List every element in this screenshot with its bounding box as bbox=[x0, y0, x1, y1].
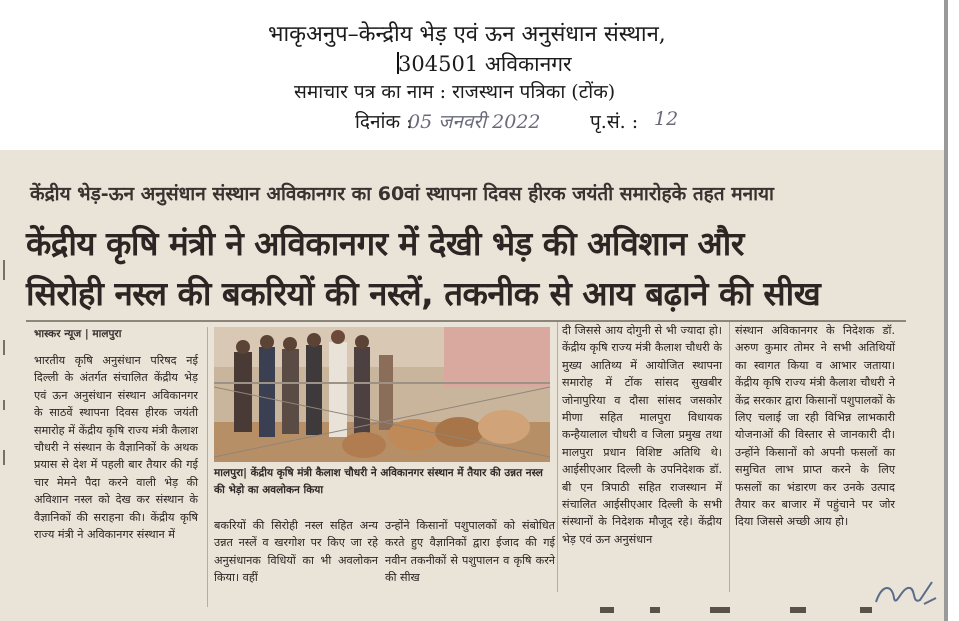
scrollbar-edge bbox=[944, 0, 948, 621]
institute-name: भाकृअनुप–केन्द्रीय भेड़ एवं ऊन अनुसंधान संस्थान, bbox=[268, 22, 666, 47]
clipping-header bbox=[0, 0, 959, 150]
article-kicker: केंद्रीय भेड़-ऊन अनुसंधान संस्थान अविकानगर का 60वां स्थापना दिवस हीरक जयंती समारोहके तहत मनाया bbox=[30, 183, 774, 205]
handwritten-signature bbox=[872, 574, 942, 614]
photo-illustration bbox=[214, 327, 550, 462]
photo-caption: मालपुरा| केंद्रीय कृषि मंत्री कैलाश चौधरी ने अविकानगर संस्थान में तैयार की उन्नत नस्ल की भेड़ो का अवलोकन किया bbox=[214, 467, 543, 496]
article-column-1: भारतीय कृषि अनुसंधान परिषद नई दिल्ली के अंतर्गत संचालित केंद्रीय भेड़ एवं ऊन अनुसंधान संस्थान अविकानगर के साठवें स्थापना दिवस हीरक जयंती समारोह में केंद्रीय कृषि राज्य मंत्री कैलाश चौधरी ने संस्थान के वैज्ञानिकों के अथक प्रयास से देश में पहली बार तैयार की गई चार मेमने पैदा करने वाली भेड़ की अविशान नस्ल को देख कर संस्थान के वैज्ञानिकों की सराहना की। केंद्रीय कृषि राज्य मंत्री ने अविकानगर संस्थान में bbox=[34, 354, 198, 542]
byline: भास्कर न्यूज | मालपुरा bbox=[34, 328, 122, 340]
column-divider bbox=[729, 322, 730, 592]
newspaper-name: समाचार पत्र का नाम : राजस्थान पत्रिका (टोंक) bbox=[294, 81, 616, 103]
date-value: 05 जनवरी 2022 bbox=[408, 111, 541, 133]
article-column-3: उन्होंने किसानों पशुपालकों को संबोधित करते हुए वैज्ञानिकों द्वारा ईजाद की गई नवीन तकनीकों से पशुपालन व कृषि करने की सीख bbox=[385, 519, 555, 585]
news-photo bbox=[214, 327, 550, 462]
page-label: पृ.सं. : bbox=[590, 111, 639, 133]
column-divider bbox=[557, 322, 558, 592]
institute-pin: 304501 अविकानगर bbox=[398, 52, 572, 76]
page-value: 12 bbox=[654, 108, 679, 130]
date-label: दिनांक : bbox=[355, 111, 413, 133]
headline-line-1: केंद्रीय कृषि मंत्री ने अविकानगर में देखी भेड़ की अविशान और bbox=[26, 224, 744, 263]
article-column-4: दी जिससे आय दोगुनी से भी ज्यादा हो। केंद्रीय कृषि राज्य मंत्री कैलाश चौधरी के मुख्य आतिथ्य में आयोजित स्थापना समारोह में टोंक सांसद सुखबीर जोनापुरिया व दौसा सांसद जसकोर मीणा सहित मालपुरा विधायक कन्हैयालाल चौधरी व जिला प्रमुख तथा मालपुरा प्रधान विशिष्ट अतिथि थे। आईसीएआर दिल्ली के उपनिदेशक डॉ. बी एन त्रिपाठी सहित राजस्थान में संचालित आईसीएआर दिल्ली के सभी संस्थानों के निदेशक मौजूद रहे। केंद्रीय भेड़ एवं ऊन अनुसंधान bbox=[562, 324, 722, 546]
article-column-2: बकरियों की सिरोही नस्ल सहित अन्य उन्नत नस्लें व खरगोश पर किए जा रहे अनुसंधानक विधियों का भी अवलोकन किया। वहीं bbox=[214, 519, 378, 585]
article-column-5: संस्थान अविकानगर के निदेशक डॉ. अरुण कुमार तोमर ने सभी अतिथियों का स्वागत किया व आभार जताया। केंद्रीय कृषि राज्य मंत्री कैलाश चौधरी ने केंद्र सरकार द्वारा किसानों पशुपालकों के लिए चलाई जा रही विभिन्न लाभकारी योजनाओं की विस्तार से जानकारी दी। उन्होंने किसानों को अपनी फसलों का समुचित लाभ प्राप्त करने के लिए फसलों का भंडारण कर उनके उत्पाद तैयार कर बाजार में पहुंचाने पर जोर दिया जिससे अच्छी आय हो। bbox=[735, 324, 895, 529]
column-divider bbox=[207, 327, 208, 607]
headline-line-2: सिरोही नस्ल की बकरियों की नस्लें, तकनीक से आय बढ़ाने की सीख bbox=[26, 274, 821, 313]
margin-fold-marks bbox=[0, 250, 14, 600]
